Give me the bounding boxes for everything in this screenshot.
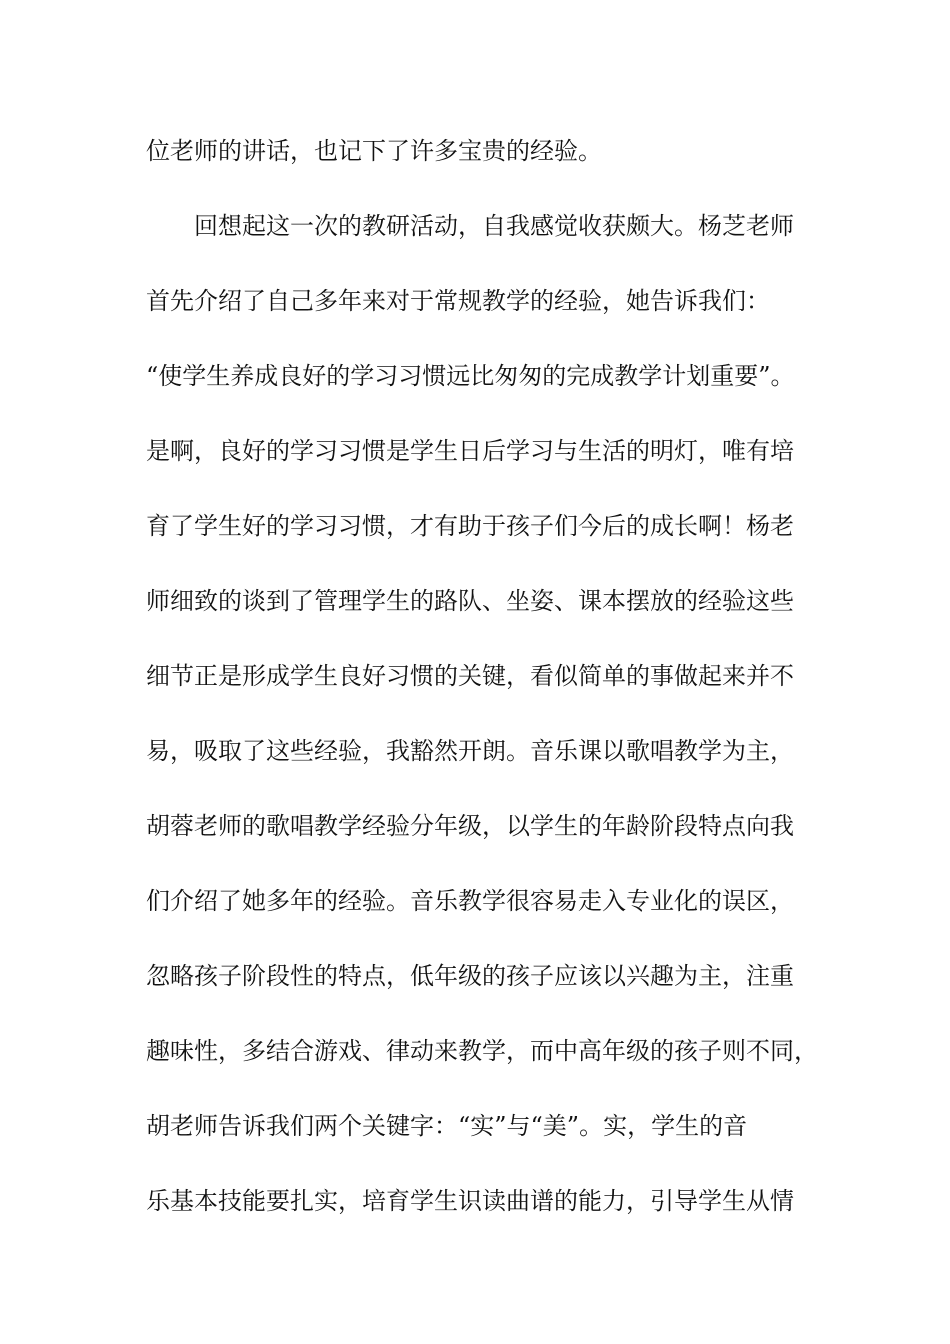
text-line: 乐基本技能要扎实，培育学生识读曲谱的能力，引导学生从情	[146, 1187, 794, 1215]
text-line: 们介绍了她多年的经验。音乐教学很容易走入专业化的误区，	[146, 887, 794, 915]
text-line: 位老师的讲话，也记下了许多宝贵的经验。	[146, 137, 602, 165]
text-line: 首先介绍了自己多年来对于常规教学的经验，她告诉我们：	[146, 287, 770, 315]
text-line: 是啊，良好的学习习惯是学生日后学习与生活的明灯，唯有培	[146, 437, 794, 465]
text-line: 胡蓉老师的歌唱教学经验分年级，以学生的年龄阶段特点向我	[146, 812, 794, 840]
text-line: 师细致的谈到了管理学生的路队、坐姿、课本摆放的经验这些	[146, 587, 794, 615]
text-line: 育了学生好的学习习惯，才有助于孩子们今后的成长啊！杨老	[146, 512, 794, 540]
body-text	[146, 131, 836, 1256]
paragraph-start-line: 回想起这一次的教研活动，自我感觉收获颇大。杨芝老师	[194, 212, 794, 240]
text-line: 趣味性，多结合游戏、律动来教学，而中高年级的孩子则不同，	[146, 1037, 818, 1065]
text-line: 细节正是形成学生良好习惯的关键，看似简单的事做起来并不	[146, 662, 794, 690]
text-line: “使学生养成良好的学习习惯远比匆匆的完成教学计划重要”。	[146, 362, 795, 390]
text-line: 胡老师告诉我们两个关键字：“实”与“美”。实，学生的音	[146, 1112, 748, 1140]
text-line: 忽略孩子阶段性的特点，低年级的孩子应该以兴趣为主，注重	[146, 962, 794, 990]
text-line: 易，吸取了这些经验，我豁然开朗。音乐课以歌唱教学为主，	[146, 737, 794, 765]
